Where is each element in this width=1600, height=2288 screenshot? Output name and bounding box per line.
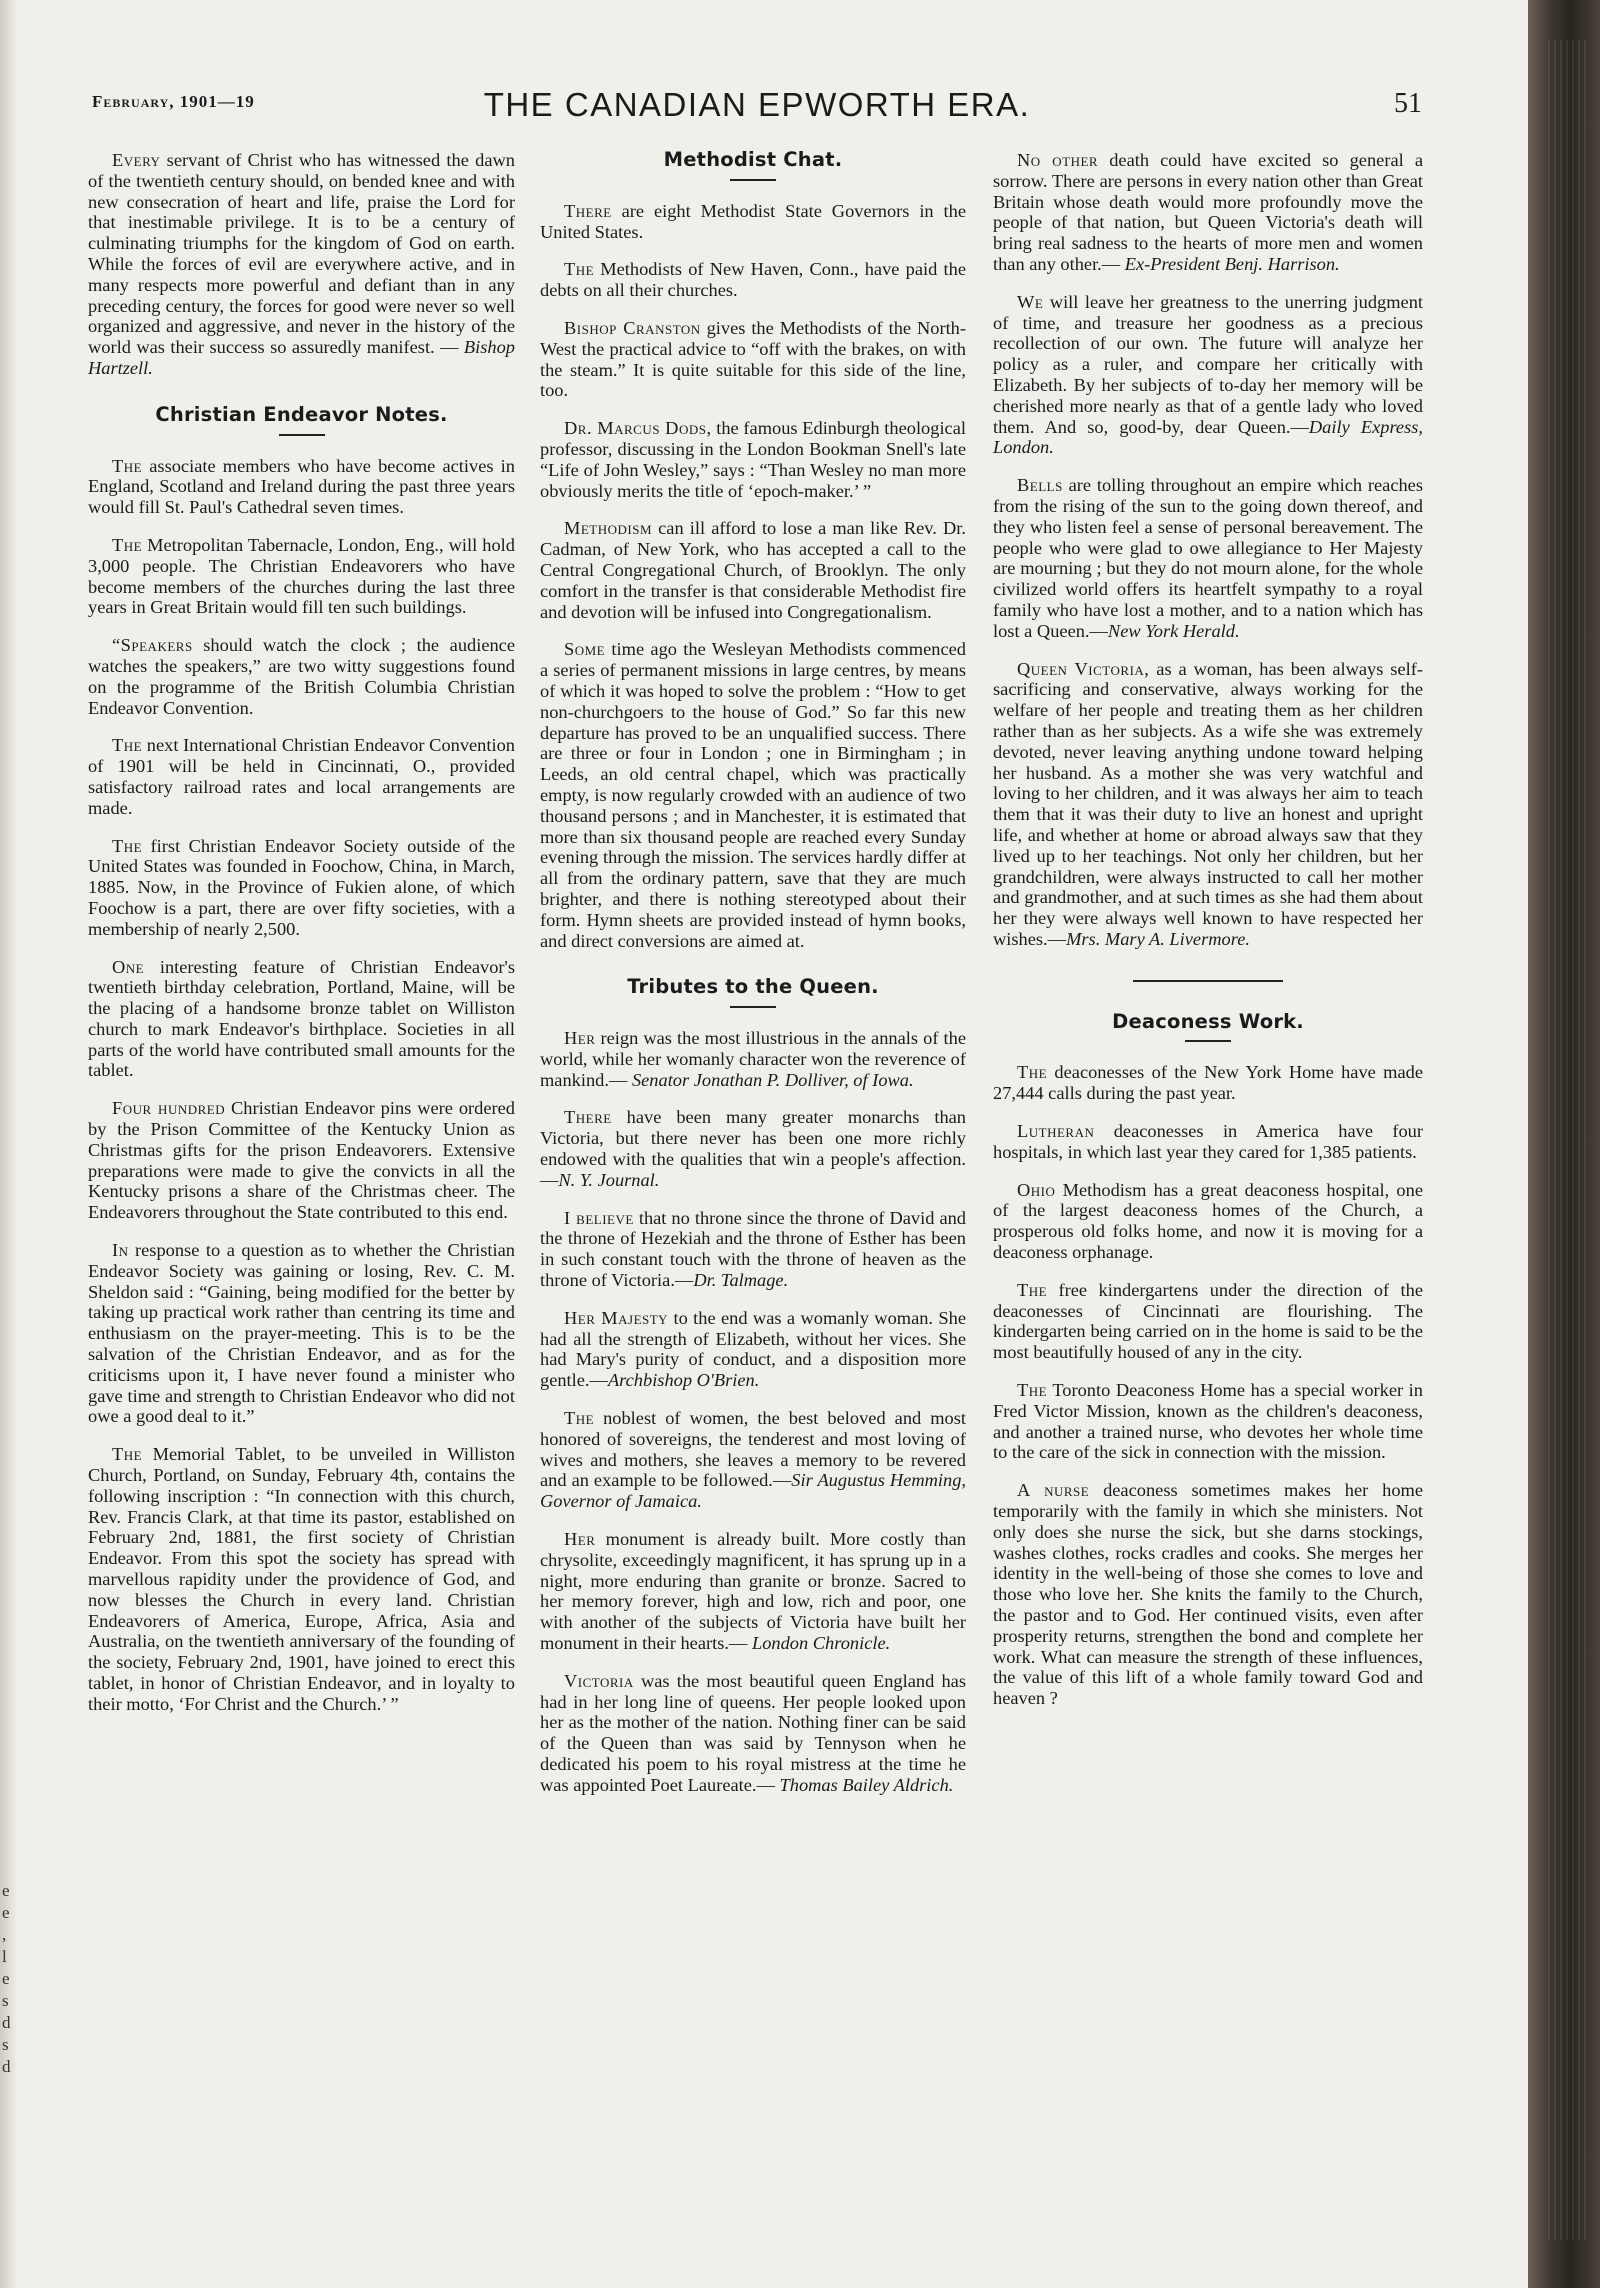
lead-in: In — [112, 1240, 129, 1261]
article-paragraph — [540, 1028, 966, 1090]
article-paragraph — [993, 150, 1423, 275]
margin-mark: e — [2, 1969, 10, 1988]
article-paragraph — [88, 1240, 515, 1427]
lead-in: The — [112, 735, 143, 756]
attribution: Senator Jonathan P. Dolliver, of Iowa. — [631, 1069, 914, 1090]
paragraph-text: Memorial Tablet, to be unveiled in Williston Church, Portland, on Sunday, February 4th, contains the following inscription : “In connection with this church, Rev. Francis Clark, at that time its pastor, established on February 2nd, 1881, the first society of Christian Endeavor. From this spot the society has spread with marvellous rapidity under the providence of God, and now blesses the Church in every land. Christian Endeavorers of America, Europe, Africa, Asia and Australia, on the twentieth anniversary of the founding of the society, February 2nd, 1901, have joined to erect this tablet, in honor of Christian Endeavor, and in loyalty to their motto, ‘For Christ and the Church.’ ” — [88, 1444, 515, 1714]
lead-in: There — [564, 200, 612, 221]
attribution: Sir Augustus Hemming, Governor of Jamaica. — [540, 1470, 966, 1512]
section-title-deaconess: Deaconess Work. — [1112, 1009, 1304, 1033]
lead-in: I believe — [564, 1207, 634, 1228]
article-paragraph — [993, 1180, 1423, 1263]
paragraph-text: monument is already built. More costly than chrysolite, exceedingly magnificent, it has sprung up in a night, more enduring than granite or bronze. Sacred to her memory forever, high and low, rich and poor, one with another of the subjects of Victoria have built her monument in their hearts.— — [540, 1529, 966, 1654]
deaconess-work — [993, 1062, 1423, 1709]
paragraph-text: Metropolitan Tabernacle, London, Eng., will hold 3,000 people. The Christian Endeavorers who have become members of the churches during the last three years in Great Britain would fill ten such buildings. — [88, 534, 515, 618]
article-paragraph — [540, 1308, 966, 1391]
article-paragraph — [88, 535, 515, 618]
paragraph-text: response to a question as to whether the Christian Endeavor Society was gaining or losing, Rev. C. M. Sheldon said : “Gaining, being modified for the better by taking up practical work rather than centring its time and enthusiasm on the prayer-meeting. This is to be the salvation of the Christian Endeavor, and as for the criticisms upon it, I have never found a minister who gave time and strength to Christian Endeavor who did not owe a good deal to it.” — [88, 1240, 515, 1427]
paragraph-text: are tolling throughout an empire which reaches from the rising of the sun to the going down thereof, and they who listen feel a sense of personal bereavement. The people who were glad to owe allegiance to Her Majesty are mourning ; but they do not mourn alone, for the whole civilized world offers its heartfelt sympathy to a royal family who have lost a mother, and to a nation which has lost a Queen.— — [993, 475, 1423, 641]
masthead-title: THE CANADIAN EPWORTH ERA. — [483, 86, 1031, 123]
lead-in: The — [1017, 1062, 1048, 1083]
tributes — [540, 1028, 966, 1796]
lead-in: We — [1017, 291, 1044, 312]
paragraph-text: next International Christian Endeavor Convention of 1901 will be held in Cincinnati, O., provided satisfactory railroad rates and local arrangements are made. — [88, 735, 515, 818]
lead-in: One — [112, 956, 145, 977]
article-paragraph — [88, 836, 515, 940]
lead-in: “Speakers — [112, 635, 193, 656]
divider — [730, 179, 776, 181]
paragraph-text: deaconesses of the New York Home have made 27,444 calls during the past year. — [993, 1062, 1423, 1104]
lead-in: Her — [564, 1529, 596, 1550]
paragraph-text: gives the Methodists of the North-West the practical advice to “off with the brakes, on with the steam.” It is quite suitable for this side of the line, too. — [540, 317, 966, 401]
paragraph-text: associate members who have become actives in England, Scotland and Ireland during the past three years would fill St. Paul's Cathedral seven times. — [88, 455, 515, 518]
margin-mark: e — [2, 1881, 10, 1900]
paragraph-text: should watch the clock ; the audience watches the speakers,” are two witty suggestions found on the programme of the British Columbia Christian Endeavor Convention. — [88, 635, 515, 718]
article-paragraph — [993, 1062, 1423, 1104]
page-header — [92, 86, 1422, 146]
section-title-tributes: Tributes to the Queen. — [627, 975, 879, 999]
divider — [1185, 1040, 1231, 1042]
paragraph-text: servant of Christ who has witnessed the dawn of the twentieth century should, on bended knee and with new consecration of heart and life, praise the Lord for that inestimable privilege. It is to be a century of culminating triumphs for the kingdom of God on earth. While the forces of evil are everywhere active, and in many respects more powerful and defiant than in any preceding century, the forces for good were never so well organized and aggressive, and never in the history of the world was their success so assuredly manifest. — — [88, 150, 515, 358]
lead-in: The — [1017, 1279, 1048, 1300]
column-3 — [993, 150, 1423, 1726]
column-1 — [88, 150, 515, 1732]
paragraph-text: time ago the Wesleyan Methodists commenced a series of permanent missions in large centres, by means of which it was hoped to solve the problem : “How to get non-churchgoers to the house of God.” So far this new departure has proved to be an unqualified success. There are three or four in London ; one in Birmingham ; in Leeds, an old central chapel, which was practically empty, is now regularly crowded with an audience of two thousand persons ; and in Manchester, it is estimated that more than six thousand people are reached every Sunday evening through the mission. The services hardly differ at all from the ordinary pattern, save that they are much brighter, and there is nothing stereotyped about their form. Hymn sheets are provided instead of hymn books, and direct conversions are aimed at. — [540, 639, 966, 951]
article-paragraph — [540, 1107, 966, 1190]
lead-in: Methodism — [564, 518, 653, 539]
lead-in: No other — [1017, 150, 1099, 170]
lead-in: Victoria — [564, 1670, 634, 1691]
lead-in: Four hundred — [112, 1098, 226, 1119]
article-paragraph — [993, 292, 1423, 458]
paragraph-text: noblest of women, the best beloved and most honored of sovereigns, the tenderest and most loving of wives and mothers, she leaves a memory to be revered and an example to be followed.— — [540, 1408, 966, 1491]
lead-in: Bells — [1017, 475, 1063, 496]
article-paragraph — [540, 1208, 966, 1291]
paragraph-text: to the end was a womanly woman. She had all the strength of Elizabeth, without her vices. She had Mary's purity of conduct, and a disposition more gentle.— — [540, 1307, 966, 1391]
lead-in: A nurse — [1017, 1480, 1090, 1501]
paragraph-text: Methodism has a great deaconess hospital, one of the largest deaconess homes of the Church, a prosperous old folks home, and now it is moving for a deaconess orphanage. — [993, 1179, 1423, 1263]
lead-in: Bishop Cranston — [564, 317, 701, 338]
section-divider — [1133, 980, 1283, 982]
article-paragraph — [993, 659, 1423, 950]
lead-in: The — [1017, 1380, 1048, 1401]
paragraph-text: first Christian Endeavor Society outside of the United States was founded in Foochow, China, in March, 1885. Now, in the Province of Fukien alone, of which Foochow is a part, there are over fifty societies, with a membership of nearly 2,500. — [88, 835, 515, 939]
article-paragraph — [540, 639, 966, 951]
article-paragraph — [993, 1280, 1423, 1363]
paragraph-text: will leave her greatness to the unerring judgment of time, and treasure her goodness as a precious recollection of our own. The future will analyze her policy as a ruler, and compare her critically with Elizabeth. By her subjects of to-day her memory will be cherished more nearly as that of a gentle lady who loved them. And so, good-by, dear Queen.— — [993, 291, 1423, 437]
page-number: 51 — [1394, 88, 1422, 119]
article-paragraph — [88, 957, 515, 1082]
lead-in: Every — [112, 150, 161, 170]
attribution: Mrs. Mary A. Livermore. — [1066, 928, 1250, 949]
paragraph-text: that no throne since the throne of David and the throne of Hezekiah and the throne of Esther has been in such constant touch with the throne of heaven as the throne of Victoria.— — [540, 1207, 967, 1291]
article-paragraph — [993, 1121, 1423, 1163]
lead-in: The — [112, 534, 143, 555]
article-paragraph — [993, 475, 1423, 641]
article-paragraph — [540, 318, 966, 401]
article-paragraph — [540, 418, 966, 501]
endeavor-notes — [88, 456, 515, 1715]
attribution: Dr. Talmage. — [693, 1270, 789, 1291]
attribution: Archbishop O'Brien. — [607, 1370, 760, 1391]
divider — [279, 434, 325, 436]
lead-in: Lutheran — [1017, 1121, 1095, 1142]
article-paragraph — [540, 1408, 966, 1512]
article-paragraph — [88, 1444, 515, 1714]
lead-in: The — [112, 1444, 143, 1465]
methodist-chat — [540, 201, 966, 952]
book-edge — [1528, 0, 1600, 2288]
page-edges — [1548, 40, 1588, 2240]
paragraph-text: are eight Methodist State Governors in the United States. — [540, 200, 966, 242]
margin-mark: , — [2, 1925, 7, 1944]
paragraph-text: the famous Edinburgh theological professor, discussing in the London Bookman Snell's late “Life of John Wesley,” says : “Than Wesley no man more obviously merits the title of ‘epoch-maker.’ ” — [540, 418, 966, 501]
margin-mark: s — [2, 1991, 9, 2010]
paragraph-text: deaconesses in America have four hospitals, in which last year they cared for 1,385 patients. — [993, 1121, 1423, 1162]
tributes-continued — [993, 150, 1423, 950]
lead-in: The — [564, 259, 595, 280]
margin-mark: d — [2, 2013, 11, 2032]
issue-date: February, 1901—19 — [92, 92, 255, 111]
lead-in: There — [564, 1107, 612, 1128]
lead-in: The — [564, 1408, 595, 1429]
paragraph-text: Methodists of New Haven, Conn., have paid the debts on all their churches. — [540, 259, 966, 301]
lead-in: Some — [564, 639, 606, 660]
paragraph-text: was the most beautiful queen England has had in her long line of queens. Her people looked upon her as the mother of the nation. Nothing finer can be said of the Queen than was said by Tennyson when he dedicated his poem to his royal mistress at the time he was appointed Poet Laureate.— — [540, 1670, 966, 1795]
article-paragraph — [993, 1480, 1423, 1709]
article-paragraph — [88, 456, 515, 518]
paragraph-text: deaconess sometimes makes her home temporarily with the family in which she ministers. Not only does she nurse the sick, but she darns stockings, washes clothes, rocks cradles and cooks. She merges her identity in the well-being of those she comes to love and those who love her. She knits the family to the Church, the pastor and to God. Her continued visits, even after prosperity returns, strengthen the bond and complete her work. What can measure the strength of these influences, the value of this lift of a whole family toward God and heaven ? — [993, 1480, 1423, 1709]
lead-in: Ohio — [1017, 1179, 1056, 1200]
attribution: Bishop Hartzell. — [88, 337, 515, 378]
section-title-endeavor: Christian Endeavor Notes. — [155, 402, 448, 426]
lead-in: Queen Victoria, — [1017, 658, 1150, 679]
paragraph-text: as a woman, has been always self-sacrificing and conservative, always working for the welfare of her people and treating them as her children rather than as her subjects. As a wife she was extremely devoted, never leaving anything undone toward helping her husband. As a mother she was very watchful and loving to her children, and it was always her aim to teach them that it was their duty to live an honest and upright life, and whether at home or abroad always saw that they lived up to her teachings. Not only her children, but her grandchildren, were always instructed to call her mother and grandmother, and at such times as she had them about her they were always well known to have respected her wishes.— — [993, 658, 1423, 949]
attribution: Daily Express, London. — [993, 416, 1423, 458]
attribution: Ex-President Benj. Harrison. — [1124, 253, 1340, 274]
article-paragraph — [540, 201, 966, 243]
attribution: Thomas Bailey Aldrich. — [779, 1774, 954, 1795]
margin-mark: d — [2, 2057, 11, 2076]
lead-in: Dr. Marcus Dods, — [564, 418, 712, 439]
section-title-methodist: Methodist Chat. — [663, 148, 843, 171]
paragraph-text: can ill afford to lose a man like Rev. Dr. Cadman, of New York, who has accepted a call to the Central Congregational Church, of Brooklyn. The only comfort in the transfer is that considerable Methodist fire and devotion will be infused into Congregationalism. — [540, 518, 966, 622]
article-paragraph — [88, 1098, 515, 1223]
margin-mark: s — [2, 2035, 9, 2054]
article-paragraph — [540, 518, 966, 622]
lead-in: The — [112, 455, 143, 476]
divider — [730, 1006, 776, 1008]
column-2 — [540, 150, 966, 1813]
paragraph-text: reign was the most illustrious in the annals of the world, while her womanly character won the reverence of mankind.— — [540, 1028, 966, 1090]
attribution: N. Y. Journal. — [558, 1169, 660, 1190]
paragraph-text: Toronto Deaconess Home has a special worker in Fred Victor Mission, known as the children's deaconess, and another a trained nurse, who devotes her whole time to the care of the sick in connection with the mission. — [993, 1380, 1423, 1463]
article-paragraph — [540, 1671, 966, 1796]
lead-in: Her — [564, 1028, 596, 1049]
article-paragraph — [88, 635, 515, 718]
article-paragraph — [993, 1380, 1423, 1463]
intro-paragraph — [88, 150, 515, 379]
article-paragraph — [540, 259, 966, 301]
margin-mark: e — [2, 1903, 10, 1922]
margin-marks — [2, 1880, 16, 2078]
article-paragraph — [88, 735, 515, 818]
paragraph-text: have been many greater monarchs than Victoria, but there never has been one more richly endowed with the qualities that win a people's affection.— — [540, 1107, 966, 1190]
article-paragraph — [540, 1529, 966, 1654]
paragraph-text: interesting feature of Christian Endeavor's twentieth birthday celebration, Portland, Maine, will be the placing of a handsome bronze tablet on Williston church to mark Endeavor's birthplace. Societies in all parts of the world have contributed small amounts for the tablet. — [88, 956, 515, 1081]
lead-in: Her Majesty — [564, 1307, 669, 1328]
paragraph-text: death could have excited so general a sorrow. There are persons in every nation other than Great Britain whose death would more profoundly move the people of that nation, but Queen Victoria's death will bring real sadness to the hearts of more men and women than any other.— — [993, 150, 1423, 274]
attribution: London Chronicle. — [751, 1633, 891, 1654]
paragraph-text: Christian Endeavor pins were ordered by the Prison Committee of the Kentucky Union as Christmas gifts for the prison Endeavorers. Extensive preparations were made to give the convicts in all the Kentucky prisons a share of the Christmas cheer. The Endeavorers throughout the State contributed to this end. — [88, 1098, 515, 1223]
lead-in: The — [112, 835, 143, 856]
paragraph-text: free kindergartens under the direction of the deaconesses of Cincinnati are flourishing. The kindergarten being carried on in the home is said to be the most beautifully housed of any in the city. — [993, 1279, 1423, 1363]
margin-mark: l — [2, 1947, 7, 1966]
attribution: New York Herald. — [1107, 620, 1240, 641]
